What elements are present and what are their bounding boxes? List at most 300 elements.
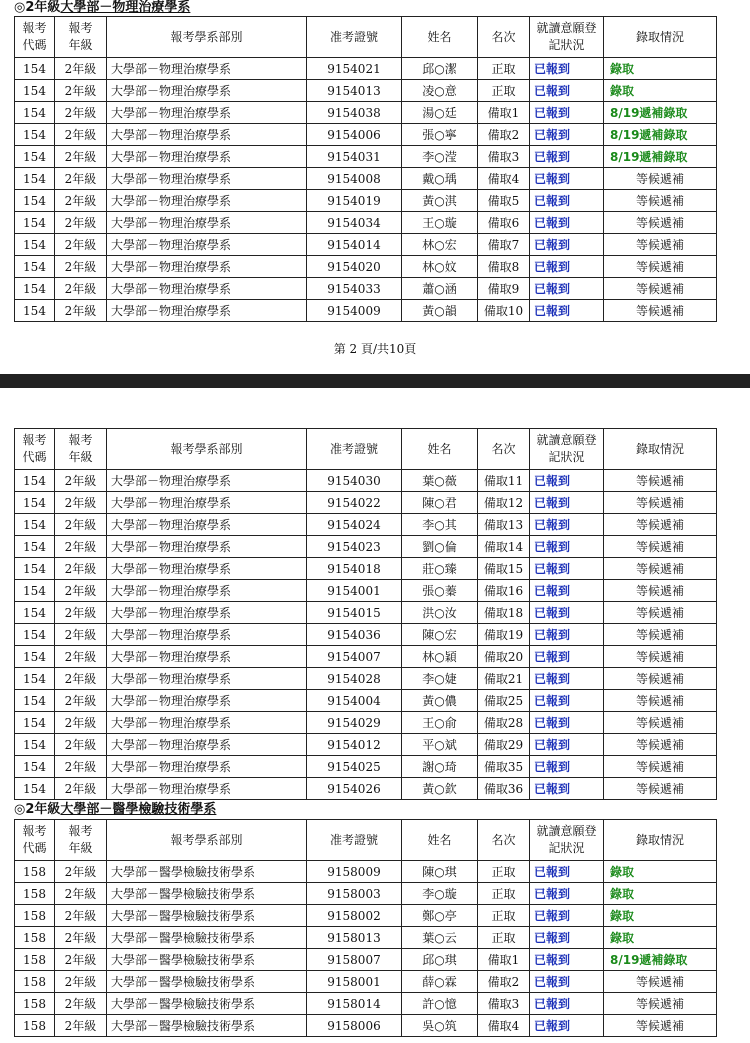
cell-code: 154 xyxy=(15,646,55,668)
cell-admit-status: 等候遞補 xyxy=(604,558,717,580)
header-grade: 報考 年級 xyxy=(55,429,107,470)
cell-dept: 大學部－物理治療學系 xyxy=(107,646,307,668)
cell-code: 154 xyxy=(15,668,55,690)
cell-code: 158 xyxy=(15,971,55,993)
cell-grade: 2年級 xyxy=(55,514,107,536)
cell-name: 李○其 xyxy=(402,514,478,536)
cell-admit-status: 等候遞補 xyxy=(604,278,717,300)
table-row xyxy=(15,734,717,756)
table-row xyxy=(15,80,717,102)
header-register: 就讀意願登 記狀況 xyxy=(530,820,604,861)
cell-exam-no: 9154019 xyxy=(307,190,402,212)
page-divider xyxy=(0,374,750,388)
cell-exam-no: 9154009 xyxy=(307,300,402,322)
table-row xyxy=(15,756,717,778)
cell-name: 黃○韻 xyxy=(402,300,478,322)
cell-rank: 備取2 xyxy=(478,124,530,146)
cell-register-status: 已報到 xyxy=(530,212,604,234)
cell-code: 154 xyxy=(15,256,55,278)
cell-exam-no: 9154018 xyxy=(307,558,402,580)
cell-name: 陳○琪 xyxy=(402,861,478,883)
cell-rank: 備取4 xyxy=(478,1015,530,1037)
cell-register-status: 已報到 xyxy=(530,124,604,146)
cell-register-status: 已報到 xyxy=(530,668,604,690)
cell-grade: 2年級 xyxy=(55,300,107,322)
cell-name: 邱○潔 xyxy=(402,58,478,80)
cell-grade: 2年級 xyxy=(55,905,107,927)
cell-code: 154 xyxy=(15,190,55,212)
cell-code: 154 xyxy=(15,168,55,190)
header-dept: 報考學系部別 xyxy=(107,820,307,861)
cell-exam-no: 9154033 xyxy=(307,278,402,300)
cell-exam-no: 9154025 xyxy=(307,756,402,778)
table-row xyxy=(15,624,717,646)
cell-name: 劉○倫 xyxy=(402,536,478,558)
cell-exam-no: 9154015 xyxy=(307,602,402,624)
cell-name: 薛○霖 xyxy=(402,971,478,993)
cell-exam-no: 9154038 xyxy=(307,102,402,124)
cell-register-status: 已報到 xyxy=(530,646,604,668)
table-row xyxy=(15,536,717,558)
cell-name: 許○憶 xyxy=(402,993,478,1015)
cell-grade: 2年級 xyxy=(55,80,107,102)
header-rank: 名次 xyxy=(478,429,530,470)
cell-register-status: 已報到 xyxy=(530,190,604,212)
header-row xyxy=(15,820,717,861)
cell-name: 謝○琦 xyxy=(402,756,478,778)
cell-exam-no: 9158002 xyxy=(307,905,402,927)
cell-name: 邱○琪 xyxy=(402,949,478,971)
cell-exam-no: 9154031 xyxy=(307,146,402,168)
cell-dept: 大學部－醫學檢驗技術學系 xyxy=(107,883,307,905)
header-admit: 錄取情況 xyxy=(604,17,717,58)
cell-dept: 大學部－物理治療學系 xyxy=(107,492,307,514)
cell-admit-status: 等候遞補 xyxy=(604,712,717,734)
table-row xyxy=(15,927,717,949)
cell-name: 林○穎 xyxy=(402,646,478,668)
cell-dept: 大學部－物理治療學系 xyxy=(107,146,307,168)
cell-grade: 2年級 xyxy=(55,124,107,146)
cell-admit-status: 錄取 xyxy=(604,883,717,905)
cell-register-status: 已報到 xyxy=(530,102,604,124)
cell-admit-status: 等候遞補 xyxy=(604,300,717,322)
cell-rank: 備取3 xyxy=(478,993,530,1015)
cell-register-status: 已報到 xyxy=(530,883,604,905)
cell-rank: 備取11 xyxy=(478,470,530,492)
cell-register-status: 已報到 xyxy=(530,514,604,536)
cell-exam-no: 9158006 xyxy=(307,1015,402,1037)
cell-admit-status: 等候遞補 xyxy=(604,168,717,190)
header-admit: 錄取情況 xyxy=(604,429,717,470)
cell-name: 平○斌 xyxy=(402,734,478,756)
cell-register-status: 已報到 xyxy=(530,168,604,190)
cell-dept: 大學部－物理治療學系 xyxy=(107,690,307,712)
cell-rank: 正取 xyxy=(478,861,530,883)
cell-register-status: 已報到 xyxy=(530,861,604,883)
cell-code: 154 xyxy=(15,536,55,558)
cell-grade: 2年級 xyxy=(55,927,107,949)
cell-exam-no: 9154023 xyxy=(307,536,402,558)
table-row xyxy=(15,1015,717,1037)
cell-grade: 2年級 xyxy=(55,492,107,514)
cell-register-status: 已報到 xyxy=(530,734,604,756)
cell-code: 154 xyxy=(15,234,55,256)
cell-dept: 大學部－物理治療學系 xyxy=(107,536,307,558)
cell-admit-status: 等候遞補 xyxy=(604,514,717,536)
cell-dept: 大學部－物理治療學系 xyxy=(107,668,307,690)
cell-name: 陳○宏 xyxy=(402,624,478,646)
cell-code: 154 xyxy=(15,212,55,234)
cell-exam-no: 9154028 xyxy=(307,668,402,690)
cell-name: 葉○薇 xyxy=(402,470,478,492)
cell-admit-status: 8/19遞補錄取 xyxy=(604,949,717,971)
cell-admit-status: 等候遞補 xyxy=(604,668,717,690)
cell-rank: 備取19 xyxy=(478,624,530,646)
table-row xyxy=(15,256,717,278)
cell-rank: 正取 xyxy=(478,883,530,905)
cell-grade: 2年級 xyxy=(55,712,107,734)
cell-rank: 正取 xyxy=(478,80,530,102)
cell-admit-status: 8/19遞補錄取 xyxy=(604,146,717,168)
table-row xyxy=(15,580,717,602)
title-prefix: ◎2年級 xyxy=(14,802,61,817)
table-row xyxy=(15,300,717,322)
cell-grade: 2年級 xyxy=(55,234,107,256)
cell-dept: 大學部－物理治療學系 xyxy=(107,256,307,278)
cell-rank: 備取18 xyxy=(478,602,530,624)
cell-exam-no: 9154007 xyxy=(307,646,402,668)
cell-admit-status: 等候遞補 xyxy=(604,646,717,668)
header-dept: 報考學系部別 xyxy=(107,429,307,470)
title-prefix: ◎2年級 xyxy=(14,0,61,15)
cell-code: 154 xyxy=(15,146,55,168)
cell-register-status: 已報到 xyxy=(530,278,604,300)
table-pt-page3 xyxy=(14,428,717,800)
header-name: 姓名 xyxy=(402,17,478,58)
cell-name: 鄭○亭 xyxy=(402,905,478,927)
table-row xyxy=(15,690,717,712)
cell-code: 154 xyxy=(15,300,55,322)
cell-register-status: 已報到 xyxy=(530,905,604,927)
cell-rank: 備取8 xyxy=(478,256,530,278)
cell-dept: 大學部－醫學檢驗技術學系 xyxy=(107,949,307,971)
cell-register-status: 已報到 xyxy=(530,470,604,492)
table-row xyxy=(15,993,717,1015)
cell-register-status: 已報到 xyxy=(530,558,604,580)
cell-code: 154 xyxy=(15,558,55,580)
cell-register-status: 已報到 xyxy=(530,146,604,168)
cell-register-status: 已報到 xyxy=(530,690,604,712)
cell-register-status: 已報到 xyxy=(530,756,604,778)
cell-grade: 2年級 xyxy=(55,212,107,234)
table-row xyxy=(15,712,717,734)
header-rank: 名次 xyxy=(478,17,530,58)
cell-exam-no: 9154024 xyxy=(307,514,402,536)
table-row xyxy=(15,668,717,690)
cell-admit-status: 8/19遞補錄取 xyxy=(604,102,717,124)
cell-dept: 大學部－醫學檢驗技術學系 xyxy=(107,971,307,993)
cell-name: 洪○汝 xyxy=(402,602,478,624)
cell-grade: 2年級 xyxy=(55,190,107,212)
header-register: 就讀意願登 記狀況 xyxy=(530,429,604,470)
cell-name: 黃○儂 xyxy=(402,690,478,712)
cell-rank: 備取4 xyxy=(478,168,530,190)
cell-grade: 2年級 xyxy=(55,58,107,80)
cell-admit-status: 等候遞補 xyxy=(604,536,717,558)
cell-dept: 大學部－物理治療學系 xyxy=(107,102,307,124)
cell-rank: 備取7 xyxy=(478,234,530,256)
cell-code: 158 xyxy=(15,993,55,1015)
table-row xyxy=(15,190,717,212)
cell-name: 林○妏 xyxy=(402,256,478,278)
header-register: 就讀意願登 記狀況 xyxy=(530,17,604,58)
header-code: 報考 代碼 xyxy=(15,429,55,470)
cell-admit-status: 等候遞補 xyxy=(604,624,717,646)
cell-dept: 大學部－物理治療學系 xyxy=(107,278,307,300)
cell-name: 莊○臻 xyxy=(402,558,478,580)
cell-code: 154 xyxy=(15,124,55,146)
cell-admit-status: 8/19遞補錄取 xyxy=(604,124,717,146)
cell-code: 154 xyxy=(15,102,55,124)
cell-exam-no: 9158013 xyxy=(307,927,402,949)
cell-rank: 備取20 xyxy=(478,646,530,668)
title-dept: 大學部－物理治療學系 xyxy=(60,0,191,15)
cell-register-status: 已報到 xyxy=(530,993,604,1015)
cell-admit-status: 等候遞補 xyxy=(604,470,717,492)
table-row xyxy=(15,278,717,300)
cell-dept: 大學部－物理治療學系 xyxy=(107,80,307,102)
cell-exam-no: 9154006 xyxy=(307,124,402,146)
cell-exam-no: 9154008 xyxy=(307,168,402,190)
cell-rank: 備取2 xyxy=(478,971,530,993)
header-grade: 報考 年級 xyxy=(55,820,107,861)
cell-admit-status: 等候遞補 xyxy=(604,580,717,602)
cell-admit-status: 錄取 xyxy=(604,927,717,949)
cell-dept: 大學部－物理治療學系 xyxy=(107,124,307,146)
table-row xyxy=(15,861,717,883)
cell-exam-no: 9154013 xyxy=(307,80,402,102)
cell-exam-no: 9154021 xyxy=(307,58,402,80)
cell-dept: 大學部－醫學檢驗技術學系 xyxy=(107,905,307,927)
cell-dept: 大學部－物理治療學系 xyxy=(107,778,307,800)
table-row xyxy=(15,470,717,492)
cell-dept: 大學部－醫學檢驗技術學系 xyxy=(107,927,307,949)
cell-register-status: 已報到 xyxy=(530,58,604,80)
header-row xyxy=(15,17,717,58)
cell-code: 158 xyxy=(15,905,55,927)
cell-grade: 2年級 xyxy=(55,734,107,756)
cell-grade: 2年級 xyxy=(55,470,107,492)
cell-exam-no: 9154029 xyxy=(307,712,402,734)
cell-grade: 2年級 xyxy=(55,993,107,1015)
cell-exam-no: 9154022 xyxy=(307,492,402,514)
cell-grade: 2年級 xyxy=(55,668,107,690)
table-row xyxy=(15,602,717,624)
cell-grade: 2年級 xyxy=(55,778,107,800)
cell-grade: 2年級 xyxy=(55,1015,107,1037)
cell-dept: 大學部－物理治療學系 xyxy=(107,300,307,322)
cell-grade: 2年級 xyxy=(55,602,107,624)
table-row xyxy=(15,146,717,168)
cell-grade: 2年級 xyxy=(55,883,107,905)
cell-admit-status: 等候遞補 xyxy=(604,212,717,234)
cell-rank: 備取29 xyxy=(478,734,530,756)
cell-grade: 2年級 xyxy=(55,278,107,300)
cell-code: 154 xyxy=(15,712,55,734)
cell-dept: 大學部－物理治療學系 xyxy=(107,470,307,492)
cell-register-status: 已報到 xyxy=(530,1015,604,1037)
cell-code: 154 xyxy=(15,690,55,712)
cell-dept: 大學部－物理治療學系 xyxy=(107,712,307,734)
cell-register-status: 已報到 xyxy=(530,492,604,514)
table-row xyxy=(15,58,717,80)
cell-exam-no: 9158014 xyxy=(307,993,402,1015)
cell-dept: 大學部－醫學檢驗技術學系 xyxy=(107,1015,307,1037)
cell-register-status: 已報到 xyxy=(530,536,604,558)
title-dept: 大學部－醫學檢驗技術學系 xyxy=(60,802,217,817)
cell-register-status: 已報到 xyxy=(530,300,604,322)
header-name: 姓名 xyxy=(402,820,478,861)
cell-name: 張○寧 xyxy=(402,124,478,146)
cell-name: 凌○意 xyxy=(402,80,478,102)
cell-code: 154 xyxy=(15,756,55,778)
cell-admit-status: 錄取 xyxy=(604,861,717,883)
table-row xyxy=(15,905,717,927)
cell-rank: 正取 xyxy=(478,905,530,927)
table-row xyxy=(15,492,717,514)
cell-grade: 2年級 xyxy=(55,536,107,558)
cell-dept: 大學部－物理治療學系 xyxy=(107,212,307,234)
cell-dept: 大學部－物理治療學系 xyxy=(107,580,307,602)
cell-exam-no: 9154034 xyxy=(307,212,402,234)
cell-rank: 備取3 xyxy=(478,146,530,168)
cell-code: 154 xyxy=(15,58,55,80)
cell-name: 王○俞 xyxy=(402,712,478,734)
cell-code: 154 xyxy=(15,778,55,800)
cell-exam-no: 9154026 xyxy=(307,778,402,800)
cell-rank: 備取21 xyxy=(478,668,530,690)
cell-grade: 2年級 xyxy=(55,861,107,883)
table-row xyxy=(15,949,717,971)
header-rank: 名次 xyxy=(478,820,530,861)
cell-rank: 備取9 xyxy=(478,278,530,300)
table-pt-page2 xyxy=(14,16,717,322)
cell-grade: 2年級 xyxy=(55,949,107,971)
cell-dept: 大學部－物理治療學系 xyxy=(107,190,307,212)
cell-dept: 大學部－物理治療學系 xyxy=(107,58,307,80)
cell-grade: 2年級 xyxy=(55,580,107,602)
cell-rank: 備取6 xyxy=(478,212,530,234)
cell-exam-no: 9154020 xyxy=(307,256,402,278)
cell-register-status: 已報到 xyxy=(530,971,604,993)
cell-dept: 大學部－物理治療學系 xyxy=(107,734,307,756)
cell-grade: 2年級 xyxy=(55,971,107,993)
table-row xyxy=(15,234,717,256)
header-row xyxy=(15,429,717,470)
cell-rank: 備取10 xyxy=(478,300,530,322)
cell-dept: 大學部－物理治療學系 xyxy=(107,558,307,580)
cell-rank: 備取28 xyxy=(478,712,530,734)
cell-register-status: 已報到 xyxy=(530,80,604,102)
cell-admit-status: 等候遞補 xyxy=(604,492,717,514)
cell-admit-status: 等候遞補 xyxy=(604,190,717,212)
cell-admit-status: 等候遞補 xyxy=(604,602,717,624)
cell-rank: 正取 xyxy=(478,927,530,949)
cell-rank: 備取5 xyxy=(478,190,530,212)
cell-code: 154 xyxy=(15,580,55,602)
table-row xyxy=(15,514,717,536)
cell-name: 張○蓁 xyxy=(402,580,478,602)
table-row xyxy=(15,102,717,124)
table-row xyxy=(15,883,717,905)
cell-rank: 備取13 xyxy=(478,514,530,536)
cell-code: 158 xyxy=(15,883,55,905)
cell-code: 158 xyxy=(15,927,55,949)
cell-admit-status: 等候遞補 xyxy=(604,778,717,800)
table-row xyxy=(15,646,717,668)
table-row xyxy=(15,971,717,993)
header-exam-no: 准考證號 xyxy=(307,429,402,470)
cell-grade: 2年級 xyxy=(55,624,107,646)
cell-admit-status: 等候遞補 xyxy=(604,971,717,993)
cell-name: 黃○欽 xyxy=(402,778,478,800)
cell-exam-no: 9154036 xyxy=(307,624,402,646)
cell-grade: 2年級 xyxy=(55,646,107,668)
cell-name: 湯○廷 xyxy=(402,102,478,124)
cell-name: 李○婕 xyxy=(402,668,478,690)
cell-name: 戴○瑀 xyxy=(402,168,478,190)
cell-exam-no: 9154012 xyxy=(307,734,402,756)
table-mt xyxy=(14,819,717,1037)
cell-exam-no: 9154004 xyxy=(307,690,402,712)
cell-admit-status: 等候遞補 xyxy=(604,993,717,1015)
header-exam-no: 准考證號 xyxy=(307,820,402,861)
cell-dept: 大學部－物理治療學系 xyxy=(107,602,307,624)
cell-code: 154 xyxy=(15,492,55,514)
cell-admit-status: 等候遞補 xyxy=(604,1015,717,1037)
cell-code: 154 xyxy=(15,602,55,624)
cell-admit-status: 等候遞補 xyxy=(604,734,717,756)
cell-rank: 備取12 xyxy=(478,492,530,514)
cell-register-status: 已報到 xyxy=(530,712,604,734)
cell-dept: 大學部－物理治療學系 xyxy=(107,234,307,256)
cell-name: 李○滢 xyxy=(402,146,478,168)
cell-grade: 2年級 xyxy=(55,256,107,278)
cell-grade: 2年級 xyxy=(55,146,107,168)
cell-register-status: 已報到 xyxy=(530,778,604,800)
cell-code: 154 xyxy=(15,514,55,536)
cell-dept: 大學部－醫學檢驗技術學系 xyxy=(107,861,307,883)
cell-name: 蕭○涵 xyxy=(402,278,478,300)
cell-code: 158 xyxy=(15,1015,55,1037)
cell-name: 黃○淇 xyxy=(402,190,478,212)
cell-register-status: 已報到 xyxy=(530,234,604,256)
cell-grade: 2年級 xyxy=(55,102,107,124)
cell-admit-status: 等候遞補 xyxy=(604,256,717,278)
header-admit: 錄取情況 xyxy=(604,820,717,861)
cell-name: 陳○君 xyxy=(402,492,478,514)
cell-dept: 大學部－醫學檢驗技術學系 xyxy=(107,993,307,1015)
cell-code: 158 xyxy=(15,949,55,971)
header-exam-no: 准考證號 xyxy=(307,17,402,58)
cell-rank: 備取25 xyxy=(478,690,530,712)
header-grade: 報考 年級 xyxy=(55,17,107,58)
cell-admit-status: 等候遞補 xyxy=(604,234,717,256)
cell-admit-status: 錄取 xyxy=(604,58,717,80)
table-row xyxy=(15,212,717,234)
header-name: 姓名 xyxy=(402,429,478,470)
cell-code: 154 xyxy=(15,80,55,102)
